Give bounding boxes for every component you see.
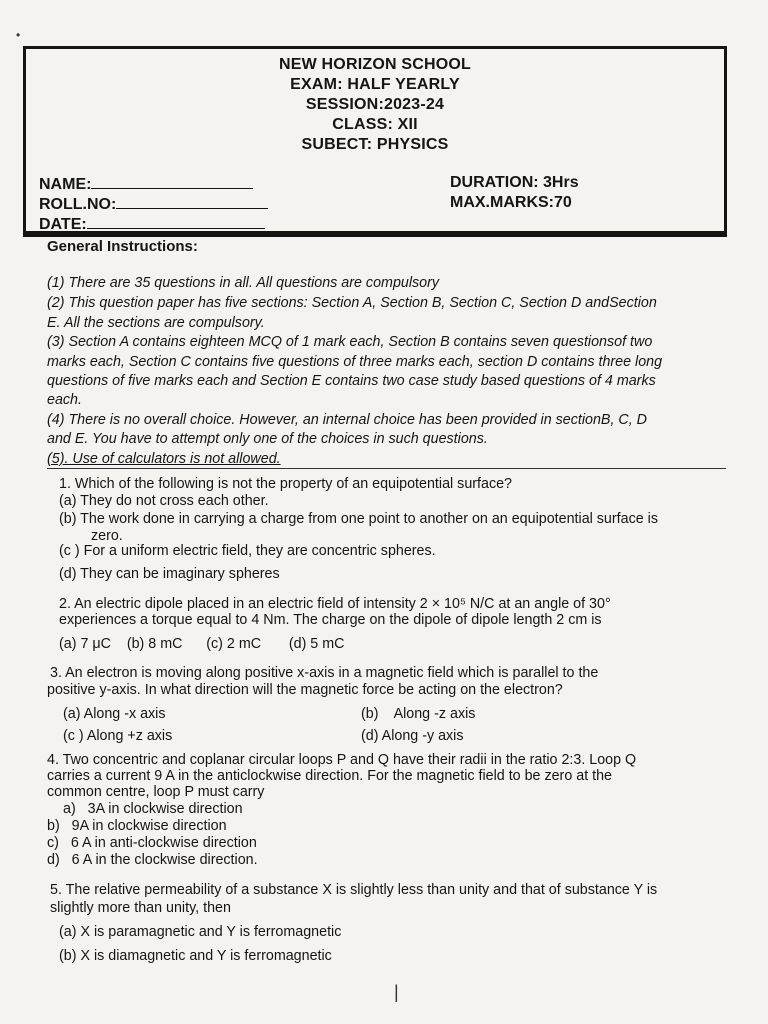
instruction-line: (2) This question paper has five sections: Section A, Section B, Section C, Section D andSection (47, 295, 657, 311)
question-3-option-d: (d) Along -y axis (361, 728, 464, 744)
date-label: DATE: (39, 216, 87, 233)
header-bottom-rule (23, 233, 727, 237)
question-4-option-b: b) 9A in clockwise direction (47, 818, 227, 834)
date-field (39, 214, 265, 234)
scan-mark: | (394, 982, 399, 1002)
instruction-line: E. All the sections are compulsory. (47, 315, 265, 331)
name-field (39, 174, 253, 194)
question-3-option-a: (a) Along -x axis (63, 706, 166, 722)
name-blank (91, 174, 253, 189)
question-4-option-a: a) 3A in clockwise direction (63, 801, 243, 817)
question-1-option-c: (c ) For a uniform electric field, they are concentric spheres. (59, 543, 436, 559)
question-4-option-d: d) 6 A in the clockwise direction. (47, 852, 258, 868)
session-line: SESSION:2023-24 (305, 96, 445, 113)
question-4-stem-cont: carries a current 9 A in the anticlockwise direction. For the magnetic field to be zero at the (47, 768, 613, 784)
name-label: NAME: (39, 176, 92, 193)
question-1-option-b: (b) The work done in carrying a charge from one point to another on an equipotential surface is (59, 511, 658, 527)
question-3-option-c: (c ) Along +z axis (63, 728, 173, 744)
duration-field: DURATION: 3Hrs (450, 174, 579, 191)
question-5-stem-cont: slightly more than unity, then (50, 900, 231, 916)
question-4-stem: 4. Two concentric and coplanar circular loops P and Q have their radii in the ratio 2:3. Loop Q (47, 752, 637, 768)
instruction-line: questions of five marks each and Section E contains two case study based questions of 4 marks (47, 373, 656, 389)
question-1-option-b-cont: zero. (91, 528, 123, 544)
subject-line: SUBECT: PHYSICS (301, 136, 449, 153)
question-1-option-d: (d) They can be imaginary spheres (59, 566, 280, 582)
max-marks-field: MAX.MARKS:70 (450, 194, 572, 211)
instruction-line: (5). Use of calculators is not allowed. (47, 451, 281, 467)
instructions-separator (47, 468, 726, 469)
question-3-option-b: (b) Along -z axis (361, 706, 476, 722)
school-name: NEW HORIZON SCHOOL (278, 56, 472, 73)
instruction-line: (1) There are 35 questions in all. All questions are compulsory (47, 275, 440, 291)
question-3-stem: 3. An electron is moving along positive x-axis in a magnetic field which is parallel to the (50, 665, 599, 681)
roll-blank (116, 194, 268, 209)
instruction-line: (4) There is no overall choice. However, an internal choice has been provided in sectionB, C, D (47, 412, 647, 428)
question-5-stem: 5. The relative permeability of a substance X is slightly less than unity and that of substance Y is (50, 882, 658, 898)
question-4-stem-cont: common centre, loop P must carry (47, 784, 265, 800)
general-instructions-heading: General Instructions: (47, 238, 198, 255)
instruction-line: (3) Section A contains eighteen MCQ of 1 mark each, Section B contains seven questionsof two (47, 334, 653, 350)
date-blank (87, 214, 265, 229)
question-1-stem: 1. Which of the following is not the property of an equipotential surface? (59, 476, 513, 492)
question-5-option-a: (a) X is paramagnetic and Y is ferromagnetic (59, 924, 342, 940)
question-5-option-b: (b) X is diamagnetic and Y is ferromagnetic (59, 948, 332, 964)
question-2-stem-cont: experiences a torque equal to 4 Nm. The charge on the dipole of dipole length 2 cm is (59, 612, 602, 628)
roll-field (39, 194, 268, 214)
exam-header-box (23, 46, 727, 234)
question-3-stem-cont: positive y-axis. In what direction will the magnetic force be acting on the electron? (47, 682, 563, 698)
question-2-options: (a) 7 μC (b) 8 mC (c) 2 mC (d) 5 mC (59, 636, 345, 652)
instruction-line: each. (47, 392, 82, 408)
question-4-option-c: c) 6 A in anti-clockwise direction (47, 835, 257, 851)
roll-label: ROLL.NO: (39, 196, 117, 213)
scan-mark: • (16, 28, 21, 42)
instruction-line: marks each, Section C contains five questions of three marks each, section D contains three long (47, 354, 663, 370)
question-2-stem: 2. An electric dipole placed in an electric field of intensity 2 × 10⁵ N/C at an angle of 30° (59, 596, 611, 612)
question-1-option-a: (a) They do not cross each other. (59, 493, 269, 509)
exam-title: EXAM: HALF YEARLY (290, 76, 460, 93)
instruction-line: and E. You have to attempt only one of the choices in such questions. (47, 431, 488, 447)
class-line: CLASS: XII (332, 116, 418, 133)
